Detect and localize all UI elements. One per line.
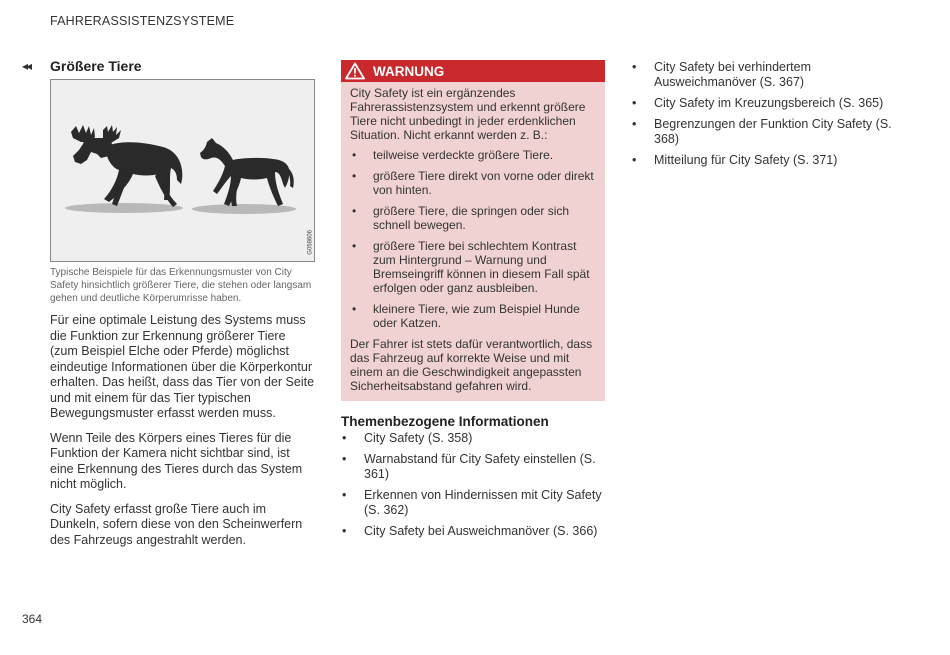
list-item: • teilweise verdeckte größere Tiere. <box>350 148 596 162</box>
body-paragraph: City Safety erfasst große Tiere auch im Dunkeln, sofern diese von den Scheinwerfern des Fahrzeugs angestrahlt werden. <box>50 501 303 547</box>
warning-title: WARNUNG <box>373 63 445 79</box>
related-list-continued <box>631 60 896 168</box>
related-link[interactable]: • Begrenzungen der Funktion City Safety (S. 368) <box>631 117 896 147</box>
right-column <box>631 60 896 174</box>
middle-column <box>341 60 605 545</box>
warning-header <box>341 60 605 82</box>
warning-outro: Der Fahrer ist stets dafür verantwortlich, dass das Fahrzeug auf korrekte Weise und mit einem an die Geschwindigkeit angepassten Sicherheitsabstand gefahren wird. <box>350 337 593 393</box>
list-item: • größere Tiere direkt von vorne oder direkt von hinten. <box>350 169 596 197</box>
warning-triangle-icon <box>345 62 365 80</box>
back-nav-icon[interactable]: ◂◂ <box>22 59 31 73</box>
related-link[interactable]: • Erkennen von Hindernissen mit City Safety (S. 362) <box>341 488 605 518</box>
warning-list <box>350 148 596 330</box>
figure-caption: Typische Beispiele für das Erkennungsmuster von City Safety hinsichtlich größerer Tiere, die stehen oder langsam gehen und deutliche Körperumrisse haben. <box>50 267 312 304</box>
section-header: FAHRERASSISTENZSYSTEME <box>50 14 235 28</box>
related-list <box>341 431 605 539</box>
left-column <box>50 58 315 548</box>
warning-box <box>341 60 605 401</box>
page-number: 364 <box>22 612 43 626</box>
related-link[interactable]: • Warnabstand für City Safety einstellen (S. 361) <box>341 452 605 482</box>
related-heading: Themenbezogene Informationen <box>341 414 549 429</box>
related-link[interactable]: • Mitteilung für City Safety (S. 371) <box>631 153 896 168</box>
related-link[interactable]: • City Safety bei verhindertem Ausweichmanöver (S. 367) <box>631 60 896 90</box>
related-link[interactable]: • City Safety im Kreuzungsbereich (S. 365) <box>631 96 896 111</box>
warning-intro: City Safety ist ein ergänzendes Fahrerassistenzsystem und erkennt größere Tiere nicht unbedingt in jeder erdenklichen Situation. Nicht erkannt werden z. B.: <box>350 86 586 142</box>
moose-and-horse-icon <box>51 80 314 261</box>
warning-body <box>341 82 605 393</box>
animal-illustration <box>50 79 315 262</box>
section-heading: Größere Tiere <box>50 58 142 74</box>
list-item: • größere Tiere, die springen oder sich schnell bewegen. <box>350 204 596 232</box>
related-link[interactable]: • City Safety bei Ausweichmanöver (S. 366) <box>341 524 605 539</box>
body-paragraph: Wenn Teile des Körpers eines Tieres für die Funktion der Kamera nicht sichtbar sind, ist eine Erkennung des Tieres durch das System nicht möglich. <box>50 430 303 491</box>
figure-id: G058606 <box>308 230 314 255</box>
list-item: • größere Tiere bei schlechtem Kontrast zum Hintergrund – Warnung und Bremseingriff können in diesem Fall spät erfolgen oder ganz ausbleiben. <box>350 239 596 295</box>
related-info <box>341 414 605 539</box>
related-link[interactable]: • City Safety (S. 358) <box>341 431 605 446</box>
list-item: • kleinere Tiere, wie zum Beispiel Hunde oder Katzen. <box>350 302 596 330</box>
body-paragraph: Für eine optimale Leistung des Systems muss die Funktion zur Erkennung größerer Tiere (zum Beispiel Elche oder Pferde) möglichst eindeutige Informationen über die Körperkontur erhalten. Das heißt, dass das Tier von der Seite und mit einem für das Tier typischen Bewegungsmuster erfasst werden muss. <box>50 313 315 420</box>
